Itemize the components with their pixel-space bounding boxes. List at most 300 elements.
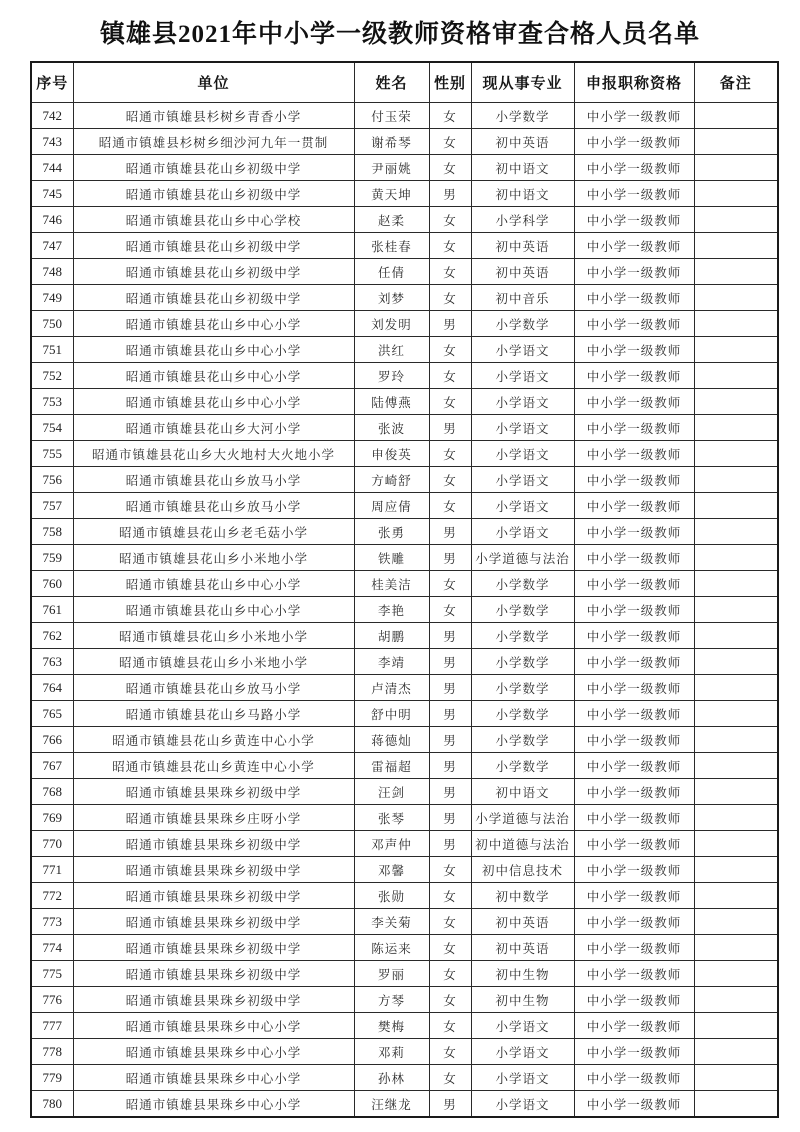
- table-row: [31, 701, 778, 727]
- table-cell: [694, 597, 778, 623]
- table-cell: [694, 805, 778, 831]
- table-cell: 周应倩: [354, 493, 429, 519]
- table-cell: [694, 831, 778, 857]
- table-cell: 中小学一级教师: [574, 467, 694, 493]
- table-cell: 中小学一级教师: [574, 675, 694, 701]
- table-cell: 昭通市镇雄县杉树乡细沙河九年一贯制: [73, 129, 354, 155]
- table-cell: [694, 701, 778, 727]
- table-cell: 小学数学: [471, 675, 574, 701]
- table-cell: [694, 623, 778, 649]
- table-cell: 昭通市镇雄县果珠乡初级中学: [73, 961, 354, 987]
- table-cell: 778: [31, 1039, 73, 1065]
- table-cell: 中小学一级教师: [574, 311, 694, 337]
- table-cell: 小学科学: [471, 207, 574, 233]
- table-cell: 蒋德灿: [354, 727, 429, 753]
- table-row: [31, 363, 778, 389]
- table-cell: [694, 1013, 778, 1039]
- table-cell: 小学道德与法治: [471, 545, 574, 571]
- table-cell: 邓莉: [354, 1039, 429, 1065]
- table-cell: 769: [31, 805, 73, 831]
- table-cell: [694, 675, 778, 701]
- table-body: [31, 103, 778, 1118]
- table-cell: 小学数学: [471, 571, 574, 597]
- table-cell: 昭通市镇雄县花山乡小米地小学: [73, 623, 354, 649]
- table-cell: 中小学一级教师: [574, 545, 694, 571]
- table-cell: 雷福超: [354, 753, 429, 779]
- table-cell: 756: [31, 467, 73, 493]
- table-cell: 洪红: [354, 337, 429, 363]
- table-cell: 汪继龙: [354, 1091, 429, 1118]
- table-cell: 女: [429, 857, 471, 883]
- table-cell: 776: [31, 987, 73, 1013]
- table-cell: [694, 259, 778, 285]
- table-cell: 743: [31, 129, 73, 155]
- page-title: 镇雄县2021年中小学一级教师资格审查合格人员名单: [99, 21, 700, 48]
- table-cell: 昭通市镇雄县花山乡老毛菇小学: [73, 519, 354, 545]
- table-cell: 中小学一级教师: [574, 259, 694, 285]
- table-cell: [694, 779, 778, 805]
- table-cell: 768: [31, 779, 73, 805]
- table-cell: 758: [31, 519, 73, 545]
- table-cell: 小学数学: [471, 597, 574, 623]
- table-cell: [694, 285, 778, 311]
- table-cell: 中小学一级教师: [574, 493, 694, 519]
- table-cell: 中小学一级教师: [574, 935, 694, 961]
- table-cell: 邓声仲: [354, 831, 429, 857]
- table-row: [31, 337, 778, 363]
- table-cell: 759: [31, 545, 73, 571]
- table-cell: 桂美洁: [354, 571, 429, 597]
- table-cell: 男: [429, 519, 471, 545]
- table-cell: [694, 649, 778, 675]
- table-row: [31, 935, 778, 961]
- table-cell: 昭通市镇雄县果珠乡中心小学: [73, 1065, 354, 1091]
- table-cell: 742: [31, 103, 73, 129]
- table-cell: 李靖: [354, 649, 429, 675]
- table-cell: 昭通市镇雄县花山乡小米地小学: [73, 649, 354, 675]
- table-row: [31, 493, 778, 519]
- table-cell: 757: [31, 493, 73, 519]
- table-row: [31, 623, 778, 649]
- table-cell: 昭通市镇雄县花山乡初级中学: [73, 285, 354, 311]
- table-cell: 中小学一级教师: [574, 571, 694, 597]
- table-cell: 男: [429, 831, 471, 857]
- table-cell: 初中英语: [471, 935, 574, 961]
- table-cell: 中小学一级教师: [574, 727, 694, 753]
- table-row: [31, 467, 778, 493]
- table-cell: 男: [429, 805, 471, 831]
- table-cell: 昭通市镇雄县花山乡中心学校: [73, 207, 354, 233]
- table-cell: 男: [429, 311, 471, 337]
- table-cell: 中小学一级教师: [574, 207, 694, 233]
- table-cell: [694, 493, 778, 519]
- table-cell: 女: [429, 389, 471, 415]
- table-cell: 李关菊: [354, 909, 429, 935]
- table-cell: 谢希琴: [354, 129, 429, 155]
- table-row: [31, 233, 778, 259]
- table-cell: 女: [429, 337, 471, 363]
- table-cell: [694, 415, 778, 441]
- table-cell: 755: [31, 441, 73, 467]
- table-cell: 749: [31, 285, 73, 311]
- table-cell: 赵柔: [354, 207, 429, 233]
- table-cell: [694, 519, 778, 545]
- table-cell: 中小学一级教师: [574, 779, 694, 805]
- table-cell: 小学语文: [471, 493, 574, 519]
- table-cell: 女: [429, 233, 471, 259]
- table-cell: 昭通市镇雄县花山乡中心小学: [73, 363, 354, 389]
- table-row: [31, 1039, 778, 1065]
- table-cell: 女: [429, 441, 471, 467]
- table-cell: 男: [429, 545, 471, 571]
- table-cell: 男: [429, 753, 471, 779]
- table-row: [31, 1091, 778, 1118]
- table-cell: 初中英语: [471, 233, 574, 259]
- table-row: [31, 155, 778, 181]
- table-cell: 中小学一级教师: [574, 1091, 694, 1118]
- table-cell: 初中数学: [471, 883, 574, 909]
- table-cell: 昭通市镇雄县花山乡黄连中心小学: [73, 753, 354, 779]
- table-cell: 男: [429, 181, 471, 207]
- table-cell: 中小学一级教师: [574, 623, 694, 649]
- table-cell: 昭通市镇雄县花山乡放马小学: [73, 675, 354, 701]
- table-cell: 中小学一级教师: [574, 805, 694, 831]
- table-cell: 小学语文: [471, 519, 574, 545]
- table-cell: 中小学一级教师: [574, 1013, 694, 1039]
- table-cell: 昭通市镇雄县杉树乡青香小学: [73, 103, 354, 129]
- table-cell: 张勇: [354, 519, 429, 545]
- table-cell: 刘梦: [354, 285, 429, 311]
- table-row: [31, 1013, 778, 1039]
- table-cell: 775: [31, 961, 73, 987]
- table-cell: 昭通市镇雄县果珠乡中心小学: [73, 1091, 354, 1118]
- table-row: [31, 441, 778, 467]
- table-cell: 774: [31, 935, 73, 961]
- table-cell: [694, 909, 778, 935]
- table-row: [31, 857, 778, 883]
- table-cell: 中小学一级教师: [574, 415, 694, 441]
- table-cell: 方琴: [354, 987, 429, 1013]
- table-cell: 754: [31, 415, 73, 441]
- table-cell: 767: [31, 753, 73, 779]
- table-cell: 昭通市镇雄县果珠乡中心小学: [73, 1013, 354, 1039]
- table-row: [31, 597, 778, 623]
- table-cell: 中小学一级教师: [574, 337, 694, 363]
- table-cell: 尹丽姚: [354, 155, 429, 181]
- table-row: [31, 883, 778, 909]
- table-cell: 初中英语: [471, 259, 574, 285]
- table-row: [31, 285, 778, 311]
- table-cell: 初中英语: [471, 129, 574, 155]
- table-cell: 男: [429, 675, 471, 701]
- table-cell: [694, 1039, 778, 1065]
- table-cell: 张琴: [354, 805, 429, 831]
- table-cell: 任倩: [354, 259, 429, 285]
- table-cell: [694, 727, 778, 753]
- table-cell: 女: [429, 259, 471, 285]
- table-cell: 女: [429, 571, 471, 597]
- table-cell: 中小学一级教师: [574, 181, 694, 207]
- table-cell: 罗丽: [354, 961, 429, 987]
- table-cell: 方崎舒: [354, 467, 429, 493]
- table-cell: 小学语文: [471, 1065, 574, 1091]
- table-cell: 昭通市镇雄县花山乡初级中学: [73, 155, 354, 181]
- table-row: [31, 545, 778, 571]
- table-cell: 昭通市镇雄县果珠乡初级中学: [73, 883, 354, 909]
- header-cell: 序号: [31, 62, 73, 103]
- header-cell: 姓名: [354, 62, 429, 103]
- table-cell: 初中生物: [471, 961, 574, 987]
- table-cell: [694, 441, 778, 467]
- table-cell: 中小学一级教师: [574, 519, 694, 545]
- table-row: [31, 961, 778, 987]
- table-cell: 昭通市镇雄县果珠乡初级中学: [73, 909, 354, 935]
- table-cell: 773: [31, 909, 73, 935]
- table-cell: 748: [31, 259, 73, 285]
- table-cell: 孙林: [354, 1065, 429, 1091]
- table-cell: 昭通市镇雄县果珠乡初级中学: [73, 935, 354, 961]
- table-cell: 初中音乐: [471, 285, 574, 311]
- table-cell: [694, 103, 778, 129]
- table-cell: [694, 935, 778, 961]
- table-row: [31, 207, 778, 233]
- table-cell: 初中道德与法治: [471, 831, 574, 857]
- table-cell: 张波: [354, 415, 429, 441]
- table-cell: [694, 311, 778, 337]
- table-cell: 昭通市镇雄县花山乡初级中学: [73, 259, 354, 285]
- table-cell: 昭通市镇雄县花山乡中心小学: [73, 597, 354, 623]
- table-cell: 766: [31, 727, 73, 753]
- table-cell: 女: [429, 493, 471, 519]
- table-cell: 772: [31, 883, 73, 909]
- table-cell: 初中信息技术: [471, 857, 574, 883]
- table-cell: 昭通市镇雄县花山乡放马小学: [73, 467, 354, 493]
- table-cell: 昭通市镇雄县果珠乡庄呀小学: [73, 805, 354, 831]
- table-cell: 小学语文: [471, 363, 574, 389]
- table-cell: [694, 1065, 778, 1091]
- table-cell: [694, 467, 778, 493]
- table-cell: 昭通市镇雄县花山乡小米地小学: [73, 545, 354, 571]
- table-cell: 李艳: [354, 597, 429, 623]
- table-cell: [694, 389, 778, 415]
- table-cell: 昭通市镇雄县花山乡中心小学: [73, 311, 354, 337]
- header-cell: 申报职称资格: [574, 62, 694, 103]
- table-cell: 陈运来: [354, 935, 429, 961]
- table-cell: [694, 233, 778, 259]
- table-row: [31, 311, 778, 337]
- table-cell: 男: [429, 701, 471, 727]
- table-cell: 女: [429, 103, 471, 129]
- table-cell: 昭通市镇雄县花山乡大火地村大火地小学: [73, 441, 354, 467]
- table-cell: [694, 987, 778, 1013]
- table-cell: 昭通市镇雄县果珠乡初级中学: [73, 831, 354, 857]
- table-cell: 刘发明: [354, 311, 429, 337]
- table-cell: 樊梅: [354, 1013, 429, 1039]
- table-cell: 中小学一级教师: [574, 753, 694, 779]
- table-cell: 771: [31, 857, 73, 883]
- table-cell: 女: [429, 207, 471, 233]
- table-cell: 昭通市镇雄县果珠乡初级中学: [73, 779, 354, 805]
- table-cell: 昭通市镇雄县花山乡初级中学: [73, 181, 354, 207]
- table-cell: 小学数学: [471, 623, 574, 649]
- table-cell: 昭通市镇雄县花山乡放马小学: [73, 493, 354, 519]
- table-cell: 中小学一级教师: [574, 961, 694, 987]
- table-row: [31, 779, 778, 805]
- table-cell: 小学语文: [471, 337, 574, 363]
- table-cell: 中小学一级教师: [574, 831, 694, 857]
- table-cell: 申俊英: [354, 441, 429, 467]
- table-cell: 男: [429, 1091, 471, 1118]
- table-cell: 小学数学: [471, 311, 574, 337]
- table-cell: 女: [429, 987, 471, 1013]
- table-cell: [694, 961, 778, 987]
- table-cell: 770: [31, 831, 73, 857]
- table-cell: 中小学一级教师: [574, 155, 694, 181]
- table-cell: 女: [429, 1065, 471, 1091]
- table-cell: 中小学一级教师: [574, 883, 694, 909]
- table-cell: 胡鹏: [354, 623, 429, 649]
- table-cell: 777: [31, 1013, 73, 1039]
- table-cell: 昭通市镇雄县果珠乡中心小学: [73, 1039, 354, 1065]
- table-cell: 初中生物: [471, 987, 574, 1013]
- table-cell: 780: [31, 1091, 73, 1118]
- table-cell: 男: [429, 415, 471, 441]
- table-cell: 小学语文: [471, 467, 574, 493]
- table-cell: [694, 571, 778, 597]
- table-cell: 张桂春: [354, 233, 429, 259]
- table-cell: 小学数学: [471, 727, 574, 753]
- table-row: [31, 909, 778, 935]
- table-row: [31, 649, 778, 675]
- table-cell: 中小学一级教师: [574, 285, 694, 311]
- table-cell: 753: [31, 389, 73, 415]
- table-cell: 女: [429, 1013, 471, 1039]
- table-cell: 昭通市镇雄县花山乡中心小学: [73, 337, 354, 363]
- table-cell: 女: [429, 285, 471, 311]
- table-cell: 中小学一级教师: [574, 129, 694, 155]
- table-cell: 小学语文: [471, 1013, 574, 1039]
- table-cell: 女: [429, 909, 471, 935]
- teacher-roster-table: [30, 61, 779, 1118]
- table-cell: 中小学一级教师: [574, 909, 694, 935]
- table-cell: [694, 129, 778, 155]
- table-cell: 744: [31, 155, 73, 181]
- table-cell: 751: [31, 337, 73, 363]
- table-cell: 男: [429, 779, 471, 805]
- table-cell: 卢清杰: [354, 675, 429, 701]
- table-row: [31, 987, 778, 1013]
- header-cell: 单位: [73, 62, 354, 103]
- table-cell: 中小学一级教师: [574, 987, 694, 1013]
- table-cell: 中小学一级教师: [574, 441, 694, 467]
- table-cell: 女: [429, 597, 471, 623]
- table-cell: 中小学一级教师: [574, 103, 694, 129]
- table-cell: [694, 181, 778, 207]
- table-cell: 初中语文: [471, 181, 574, 207]
- table-row: [31, 831, 778, 857]
- table-cell: 中小学一级教师: [574, 701, 694, 727]
- table-cell: 男: [429, 623, 471, 649]
- table-cell: 男: [429, 727, 471, 753]
- table-cell: 男: [429, 649, 471, 675]
- table-cell: 中小学一级教师: [574, 363, 694, 389]
- table-cell: 昭通市镇雄县果珠乡初级中学: [73, 857, 354, 883]
- table-cell: 小学数学: [471, 753, 574, 779]
- table-cell: 750: [31, 311, 73, 337]
- table-row: [31, 103, 778, 129]
- table-cell: 小学语文: [471, 1039, 574, 1065]
- table-cell: 女: [429, 961, 471, 987]
- table-cell: 779: [31, 1065, 73, 1091]
- table-row: [31, 753, 778, 779]
- table-row: [31, 259, 778, 285]
- table-cell: 昭通市镇雄县花山乡马路小学: [73, 701, 354, 727]
- table-cell: 747: [31, 233, 73, 259]
- table-cell: 中小学一级教师: [574, 389, 694, 415]
- table-row: [31, 519, 778, 545]
- table-row: [31, 675, 778, 701]
- table-cell: 女: [429, 129, 471, 155]
- table-cell: 女: [429, 883, 471, 909]
- table-cell: 女: [429, 155, 471, 181]
- header-cell: 现从事专业: [471, 62, 574, 103]
- table-cell: 罗玲: [354, 363, 429, 389]
- table-cell: 中小学一级教师: [574, 857, 694, 883]
- table-cell: 746: [31, 207, 73, 233]
- table-cell: [694, 363, 778, 389]
- table-cell: 中小学一级教师: [574, 597, 694, 623]
- table-cell: 黄天坤: [354, 181, 429, 207]
- table-cell: 女: [429, 467, 471, 493]
- table-cell: 邓馨: [354, 857, 429, 883]
- table-cell: 昭通市镇雄县花山乡中心小学: [73, 389, 354, 415]
- table-row: [31, 1065, 778, 1091]
- table-cell: 752: [31, 363, 73, 389]
- table-cell: 初中语文: [471, 155, 574, 181]
- header-cell: 备注: [694, 62, 778, 103]
- table-cell: 舒中明: [354, 701, 429, 727]
- table-cell: 昭通市镇雄县花山乡大河小学: [73, 415, 354, 441]
- table-cell: 小学数学: [471, 103, 574, 129]
- table-cell: 初中语文: [471, 779, 574, 805]
- table-cell: 小学道德与法治: [471, 805, 574, 831]
- table-row: [31, 415, 778, 441]
- table-row: [31, 571, 778, 597]
- table-cell: 中小学一级教师: [574, 649, 694, 675]
- table-cell: 小学语文: [471, 1091, 574, 1118]
- table-cell: 小学语文: [471, 441, 574, 467]
- table-cell: [694, 207, 778, 233]
- table-cell: [694, 155, 778, 181]
- table-cell: 中小学一级教师: [574, 1065, 694, 1091]
- table-cell: 女: [429, 363, 471, 389]
- table-cell: 小学语文: [471, 389, 574, 415]
- table-cell: 汪剑: [354, 779, 429, 805]
- table-row: [31, 129, 778, 155]
- table-cell: 中小学一级教师: [574, 233, 694, 259]
- table-cell: 小学数学: [471, 701, 574, 727]
- table-cell: 付玉荣: [354, 103, 429, 129]
- table-header: [31, 62, 778, 103]
- table-cell: [694, 753, 778, 779]
- table-cell: 小学数学: [471, 649, 574, 675]
- table-cell: 763: [31, 649, 73, 675]
- table-cell: 760: [31, 571, 73, 597]
- table-cell: 昭通市镇雄县花山乡初级中学: [73, 233, 354, 259]
- table-cell: [694, 545, 778, 571]
- table-row: [31, 805, 778, 831]
- table-cell: 昭通市镇雄县果珠乡初级中学: [73, 987, 354, 1013]
